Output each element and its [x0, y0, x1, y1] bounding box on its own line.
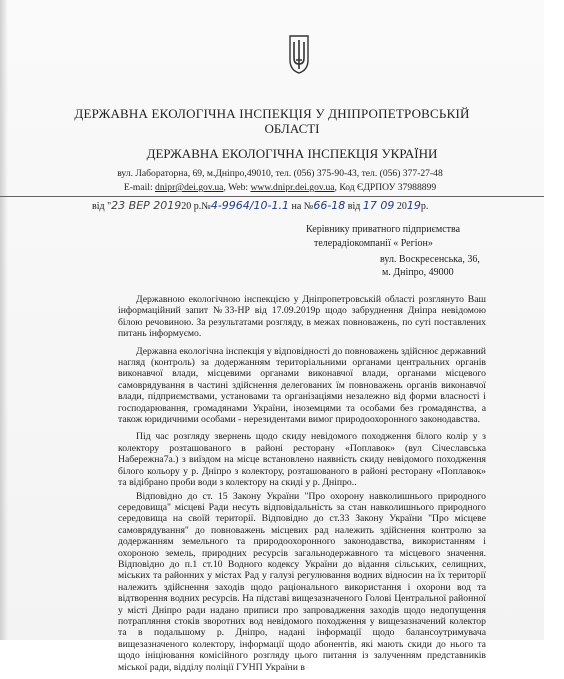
body-paragraph-1: Державною екологічною інспекцією у Дніпропетровській області розглянуто Ваш інформаційний запит №33-НР від 17.09.2019р щодо забруднення Дніпра невідомою білою речовиною. За результатами розгляду, в межах повноважень, по суті поставлених питань інформуємо.: [118, 294, 486, 340]
ref-number-handwritten: 4-9964/10-1.1: [210, 199, 289, 212]
email-label: E-mail:: [123, 182, 156, 193]
ref-year-suffix: р.: [420, 201, 429, 212]
reference-line: [92, 199, 428, 212]
edrpou-code: , Код ЄДРПОУ 37988899: [334, 182, 437, 193]
org-contacts: [0, 182, 560, 193]
org-address: вул. Лабораторна, 69, м.Дніпро,49010, тел. (056) 375-90-43, тел. (056) 377-27-48: [117, 168, 443, 179]
letter-body: [118, 294, 486, 679]
email-link[interactable]: dnipr@dei.gov.ua: [155, 182, 224, 193]
recipient-city: м. Дніпро, 49000: [382, 267, 454, 278]
recipient-line2: телерадіокомпанії « Регіон»: [314, 238, 433, 249]
trident-emblem-icon: [288, 34, 310, 74]
ref-from-suffix: 20 р.№: [181, 201, 211, 212]
org-title-line1: ДЕРЖАВНА ЕКОЛОГІЧНА ІНСПЕКЦІЯ У ДНІПРОПЕТРОВСЬКІЙ: [74, 106, 470, 121]
ref-reply-date-handwritten: 17 09: [362, 199, 395, 212]
ref-date-stamp: 23 ВЕР 2019: [111, 199, 182, 212]
recipient-street: вул. Воскресенська, 36,: [380, 254, 480, 265]
ref-reply-from-label: від: [347, 201, 361, 212]
org-title-line2: ОБЛАСТІ: [264, 121, 320, 136]
ref-reply-label: на №: [291, 201, 314, 212]
body-paragraph-2: Державна екологічна інспекція у відповідності до повноважень здійснює державний нагляд (контроль) за додержанням територіальними органами центральних органів виконавчої влади, місцевими органами виконавчої влади, органами місцевого самоврядування в частині здійснення делегованих їм повноважень органів виконавчої влади, підприємствами, установами та організаціями незалежно від форми власності і господарювання, громадянами України, іноземцями та особами без громадянства, а також юридичними особами - нерезидентами вимог природоохоронного законодавства.: [118, 345, 486, 426]
ref-from-label: від ": [92, 201, 112, 212]
body-paragraph-4: Відповідно до ст. 15 Закону України "Про охорону навколишнього природного середовища" місцеві Ради несуть відповідальність за стан навколишнього природного середовища на своїй території. Відповідно до ст.33 Закону України "Про місцеве самоврядування" до повноважень місцевих рад належить здійснення контролю за додержанням земельного та природоохоронного законодавства, використанням і охороною земель, природних ресурсів загальнодержавного та місцевого значення. Відповідно до п.1 ст.10 Водного кодексу України до відання сільських, селищних, міських та районних у містах Рад у галузі регулювання водних відносин на їх території належить здійснення заходів щодо раціонального використання і охорони вод та відтворення водних ресурсів. На підставі вищезазначеного Голові Центральної районної у місті Дніпро ради надано приписи про запровадження заходів щодо недопущення потрапляння стоків зворотних вод невідомого походження у вищезазначений колектор та в подальшому р. Дніпро, надані інформації щодо балансоутримувача вищезазначеного колектору, інформації щодо абонентів, які мають скиди до нього та щодо ініціювання комісійного розгляду цього питання із залученням представників міської ради, відділу поліції ГУНП України в: [118, 490, 486, 673]
web-link[interactable]: www.dnipr.dei.gov.ua: [250, 182, 335, 193]
ref-reply-number-handwritten: 66-18: [313, 199, 346, 212]
scan-shadow-edge: [0, 0, 8, 640]
body-paragraph-3: Під час розгляду звернень щодо скиду невідомого походження білого колір у з колектору розташованого в районі ресторану «Поплавок» (вул Січеславська Набережна7а.) з виїздом на місце встановлено наявність скиду невідомого походження білого кольору у р. Дніпро з колектору, розташованого в районі ресторану «Поплавок» та відібрано проби води з колектору на скиді у р. Дніпро..: [118, 431, 486, 489]
recipient-line1: Керівнику приватного підприємства: [306, 224, 461, 235]
ref-year-prefix: 20: [396, 201, 407, 212]
org-main-title: ДЕРЖАВНА ЕКОЛОГІЧНА ІНСПЕКЦІЯ УКРАЇНИ: [146, 146, 438, 161]
ref-year-handwritten: 19: [406, 199, 421, 212]
web-label: , Web:: [223, 182, 251, 193]
